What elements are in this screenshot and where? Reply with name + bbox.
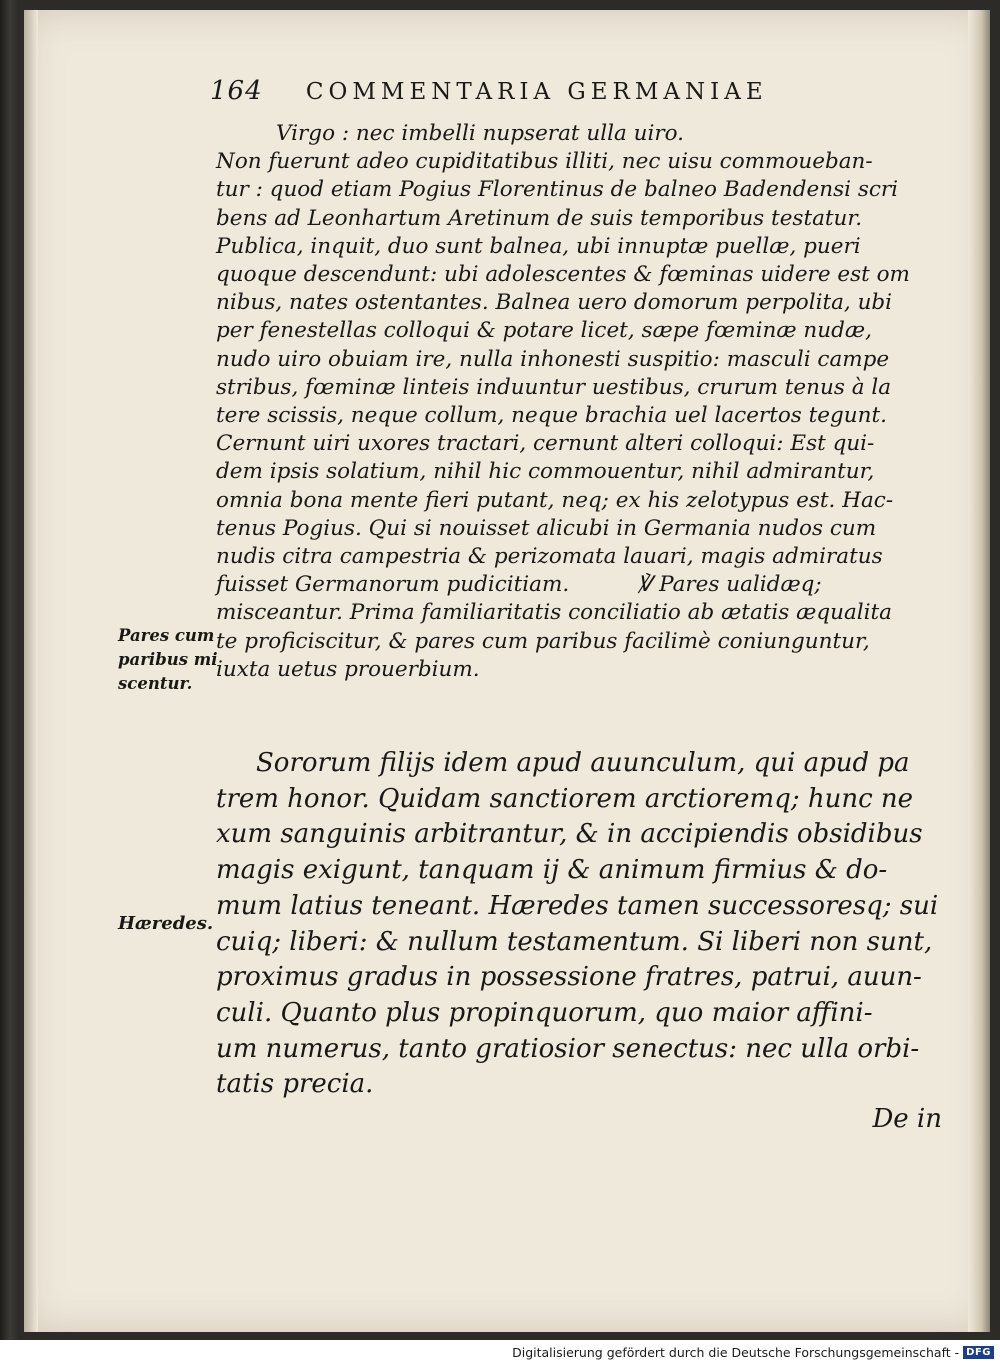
text-line: Cernunt uiri uxores tractari, cernunt alteri colloqui: Est qui- [216,431,875,457]
text-line: culi. Quanto plus propinquorum, quo maior affini- [216,997,873,1028]
margin-note-pares [118,624,228,696]
text-line: Virgo : nec imbelli nupserat ulla uiro. [276,121,685,146]
page-fore-edge [968,10,990,1332]
page-header [210,76,880,106]
running-head: COMMENTARIA GERMANIAE [305,79,768,105]
text-line: Non fuerunt adeo cupiditatibus illiti, nec uisu commoueban- [216,149,873,175]
margin-note-line: Pares cum [118,626,215,645]
paragraph-2 [216,746,939,1103]
text-line: Publica, inquit, duo sunt balnea, ubi innuptæ puellæ, pueri [216,233,861,259]
text-line: tur : quod etiam Pogius Florentinus de balneo Badendensi scri [216,177,899,203]
catchword: De in [872,1104,942,1134]
text-line: cuiq; liberi: & nullum testamentum. Si liberi non sunt, [216,926,933,957]
text-line: tenus Pogius. Qui si nouisset alicubi in Germania nudos cum [216,515,877,541]
dfg-logo: DFG [963,1346,994,1359]
margin-note-haeredes: Hæredes. [118,913,214,934]
text-line: quoque descendunt: ubi adolescentes & fœminas uidere est om [216,262,910,288]
text-line: fuisset Germanorum pudicitiam. ℣ Pares ualidæq; [216,572,822,598]
text-line: per fenestellas colloqui & potare licet, sæpe fœminæ nudæ, [216,318,872,344]
text-line: nudo uiro obuiam ire, nulla inhonesti suspitio: masculi campe [216,346,890,372]
text-line: tere scissis, neque collum, neque brachia uel lacertos tegunt. [216,403,887,429]
text-line: omnia bona mente fieri putant, neq; ex his zelotypus est. Hac- [216,487,894,513]
margin-note-line: paribus mi [118,650,218,669]
paragraph-1 [216,120,936,684]
dfg-credit: Digitalisierung gefördert durch die Deutsche Forschungsgemeinschaft - [512,1345,960,1360]
text-line: um numerus, tanto gratiosior senectus: nec ulla orbi- [216,1033,920,1064]
text-line: nudis citra campestria & perizomata lauari, magis admiratus [216,544,883,570]
text-line: trem honor. Quidam sanctiorem arctioremq; hunc ne [216,783,914,814]
text-line: xum sanguinis arbitrantur, & in accipiendis obsidibus [216,819,923,850]
text-line: iuxta uetus prouerbium. [216,656,480,682]
text-line: stribus, fœminæ linteis induuntur uestibus, crurum tenus à la [216,374,892,400]
text-line: dem ipsis solatium, nihil hic commouentur, nihil admirantur, [216,459,875,485]
text-line: bens ad Leonhartum Aretinum de suis temporibus testatur. [216,205,863,231]
text-line: tatis precia. [216,1069,374,1100]
text-line: magis exigunt, tanquam ij & animum firmius & do- [216,855,888,886]
folio-number: 164 [210,76,263,106]
text-line: misceantur. Prima familiaritatis conciliatio ab ætatis æqualita [216,600,892,626]
text-line: mum latius teneant. Hæredes tamen successoresq; sui [216,890,939,921]
text-line: Sororum filijs idem apud auunculum, qui apud pa [256,748,910,778]
text-line: proximus gradus in possessione fratres, patrui, auun- [216,962,922,993]
page-gutter [24,10,38,1332]
text-line: te proficiscitur, & pares cum paribus facilimè coniunguntur, [216,628,870,654]
margin-note-line: scentur. [118,674,193,693]
text-line: nibus, nates ostentantes. Balnea uero domorum perpolita, ubi [216,290,893,316]
digitization-footer [0,1340,1000,1365]
